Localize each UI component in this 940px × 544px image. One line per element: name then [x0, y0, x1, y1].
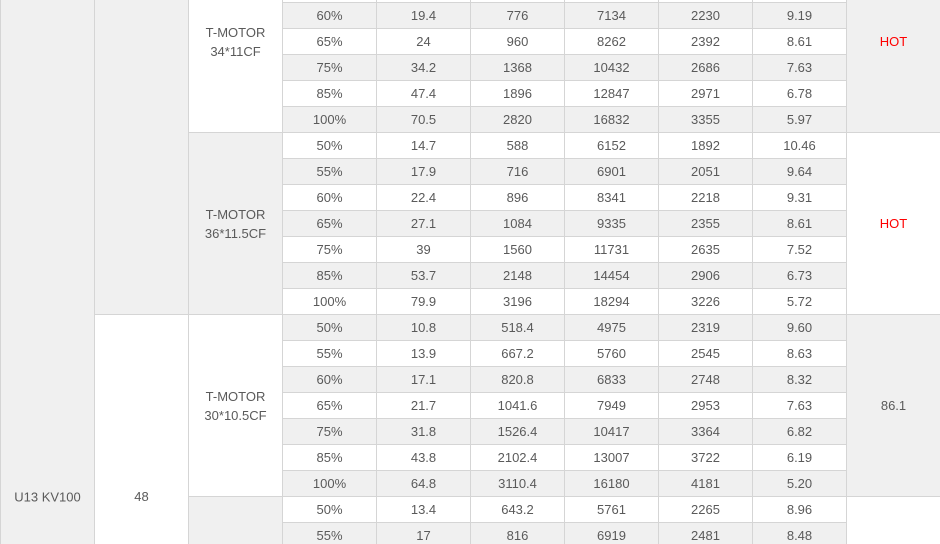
prop-cell-next	[189, 497, 283, 544]
value-cell: 2971	[659, 81, 753, 107]
value-cell: 5.97	[753, 107, 847, 133]
value-cell: 7.63	[753, 393, 847, 419]
throttle-cell: 85%	[283, 81, 377, 107]
value-cell: 8.96	[753, 497, 847, 523]
value-cell: 1896	[471, 81, 565, 107]
value-cell: 5.20	[753, 471, 847, 497]
value-cell: 17	[377, 523, 471, 544]
value-cell: 2686	[659, 55, 753, 81]
throttle-cell: 55%	[283, 159, 377, 185]
value-cell: 6901	[565, 159, 659, 185]
throttle-cell: 60%	[283, 3, 377, 29]
value-cell: 13.4	[377, 497, 471, 523]
prop-name-line1: T-MOTOR	[205, 388, 266, 404]
throttle-cell: 65%	[283, 211, 377, 237]
value-cell: 2748	[659, 367, 753, 393]
value-cell: 2319	[659, 315, 753, 341]
value-cell: 11731	[565, 237, 659, 263]
value-cell: 4181	[659, 471, 753, 497]
value-cell: 27.1	[377, 211, 471, 237]
value-cell: 8.63	[753, 341, 847, 367]
throttle-cell: 65%	[283, 393, 377, 419]
value-cell: 53.7	[377, 263, 471, 289]
value-cell: 9.60	[753, 315, 847, 341]
value-cell: 9.19	[753, 3, 847, 29]
throttle-cell: 75%	[283, 419, 377, 445]
prop-name-line2: 36*11.5CF	[204, 225, 267, 241]
value-cell: 2148	[471, 263, 565, 289]
throttle-cell: 85%	[283, 445, 377, 471]
value-cell: 2820	[471, 107, 565, 133]
value-cell: 79.9	[377, 289, 471, 315]
value-cell: 3364	[659, 419, 753, 445]
value-cell: 8.61	[753, 29, 847, 55]
value-cell: 2953	[659, 393, 753, 419]
value-cell: 5760	[565, 341, 659, 367]
value-cell: 1041.6	[471, 393, 565, 419]
throttle-cell: 50%	[283, 315, 377, 341]
model-label: U13 KV100	[14, 489, 81, 505]
value-cell: 4975	[565, 315, 659, 341]
value-cell: 47.4	[377, 81, 471, 107]
value-cell: 716	[471, 159, 565, 185]
value-cell: 70.5	[377, 107, 471, 133]
value-cell: 2635	[659, 237, 753, 263]
value-cell: 8.48	[753, 523, 847, 544]
value-cell: 816	[471, 523, 565, 544]
value-cell: 19.4	[377, 3, 471, 29]
value-cell: 5.72	[753, 289, 847, 315]
value-cell: 14.7	[377, 133, 471, 159]
value-cell: 39	[377, 237, 471, 263]
temp-cell-3: 86.1	[847, 315, 940, 497]
value-cell: 667.2	[471, 341, 565, 367]
temp-cell-4	[847, 497, 940, 544]
value-cell: 2102.4	[471, 445, 565, 471]
temp-cell-1: HOT	[847, 0, 940, 133]
value-cell: 13.9	[377, 341, 471, 367]
value-cell: 10.46	[753, 133, 847, 159]
value-cell: 10.8	[377, 315, 471, 341]
value-cell: 21.7	[377, 393, 471, 419]
throttle-cell: 55%	[283, 341, 377, 367]
value-cell: 3110.4	[471, 471, 565, 497]
throttle-cell: 50%	[283, 133, 377, 159]
value-cell: 6.73	[753, 263, 847, 289]
value-cell: 8341	[565, 185, 659, 211]
value-cell: 9.31	[753, 185, 847, 211]
value-cell: 7949	[565, 393, 659, 419]
throttle-cell: 65%	[283, 29, 377, 55]
throttle-cell: 85%	[283, 263, 377, 289]
model-cell	[1, 0, 95, 544]
throttle-cell: 100%	[283, 471, 377, 497]
value-cell: 6.78	[753, 81, 847, 107]
value-cell: 3226	[659, 289, 753, 315]
value-cell: 12847	[565, 81, 659, 107]
value-cell: 8262	[565, 29, 659, 55]
prop-name-line1: T-MOTOR	[205, 24, 266, 40]
prop-cell-30x105cf	[189, 315, 283, 497]
value-cell: 24	[377, 29, 471, 55]
value-cell: 2355	[659, 211, 753, 237]
value-cell: 9.64	[753, 159, 847, 185]
value-cell: 518.4	[471, 315, 565, 341]
value-cell: 34.2	[377, 55, 471, 81]
value-cell: 6152	[565, 133, 659, 159]
value-cell: 1560	[471, 237, 565, 263]
voltage-cell-upper	[95, 0, 189, 315]
value-cell: 10432	[565, 55, 659, 81]
prop-cell-34x11cf	[189, 0, 283, 133]
value-cell: 16832	[565, 107, 659, 133]
value-cell: 16180	[565, 471, 659, 497]
value-cell: 6.19	[753, 445, 847, 471]
value-cell: 22.4	[377, 185, 471, 211]
value-cell: 896	[471, 185, 565, 211]
value-cell: 18294	[565, 289, 659, 315]
value-cell: 17.9	[377, 159, 471, 185]
value-cell: 3196	[471, 289, 565, 315]
value-cell: 31.8	[377, 419, 471, 445]
value-cell: 820.8	[471, 367, 565, 393]
value-cell: 2230	[659, 3, 753, 29]
prop-name-line2: 34*11CF	[210, 43, 261, 59]
value-cell: 13007	[565, 445, 659, 471]
value-cell: 2392	[659, 29, 753, 55]
value-cell: 7.52	[753, 237, 847, 263]
value-cell: 6.82	[753, 419, 847, 445]
value-cell: 8.61	[753, 211, 847, 237]
value-cell: 2218	[659, 185, 753, 211]
value-cell: 2481	[659, 523, 753, 544]
value-cell: 643.2	[471, 497, 565, 523]
value-cell: 1084	[471, 211, 565, 237]
throttle-cell: 50%	[283, 497, 377, 523]
value-cell: 43.8	[377, 445, 471, 471]
prop-name-line2: 30*10.5CF	[204, 407, 267, 423]
value-cell: 3722	[659, 445, 753, 471]
value-cell: 7134	[565, 3, 659, 29]
value-cell: 2051	[659, 159, 753, 185]
value-cell: 9335	[565, 211, 659, 237]
value-cell: 588	[471, 133, 565, 159]
value-cell: 2545	[659, 341, 753, 367]
value-cell: 1526.4	[471, 419, 565, 445]
table-row	[1, 315, 940, 341]
value-cell: 960	[471, 29, 565, 55]
throttle-cell: 100%	[283, 107, 377, 133]
value-cell: 2906	[659, 263, 753, 289]
value-cell: 1368	[471, 55, 565, 81]
temp-cell-2: HOT	[847, 133, 940, 315]
value-cell: 3355	[659, 107, 753, 133]
throttle-cell: 60%	[283, 367, 377, 393]
value-cell: 6919	[565, 523, 659, 544]
value-cell: 17.1	[377, 367, 471, 393]
value-cell: 2265	[659, 497, 753, 523]
value-cell: 6833	[565, 367, 659, 393]
throttle-cell: 100%	[283, 289, 377, 315]
prop-name-line1: T-MOTOR	[205, 206, 266, 222]
value-cell: 5761	[565, 497, 659, 523]
prop-cell-36x115cf	[189, 133, 283, 315]
throttle-cell: 55%	[283, 523, 377, 544]
throttle-cell: 60%	[283, 185, 377, 211]
value-cell: 14454	[565, 263, 659, 289]
throttle-cell: 75%	[283, 55, 377, 81]
value-cell: 1892	[659, 133, 753, 159]
value-cell: 10417	[565, 419, 659, 445]
throttle-cell: 75%	[283, 237, 377, 263]
value-cell: 776	[471, 3, 565, 29]
voltage-cell: 48	[95, 315, 189, 544]
value-cell: 8.32	[753, 367, 847, 393]
value-cell: 7.63	[753, 55, 847, 81]
value-cell: 64.8	[377, 471, 471, 497]
